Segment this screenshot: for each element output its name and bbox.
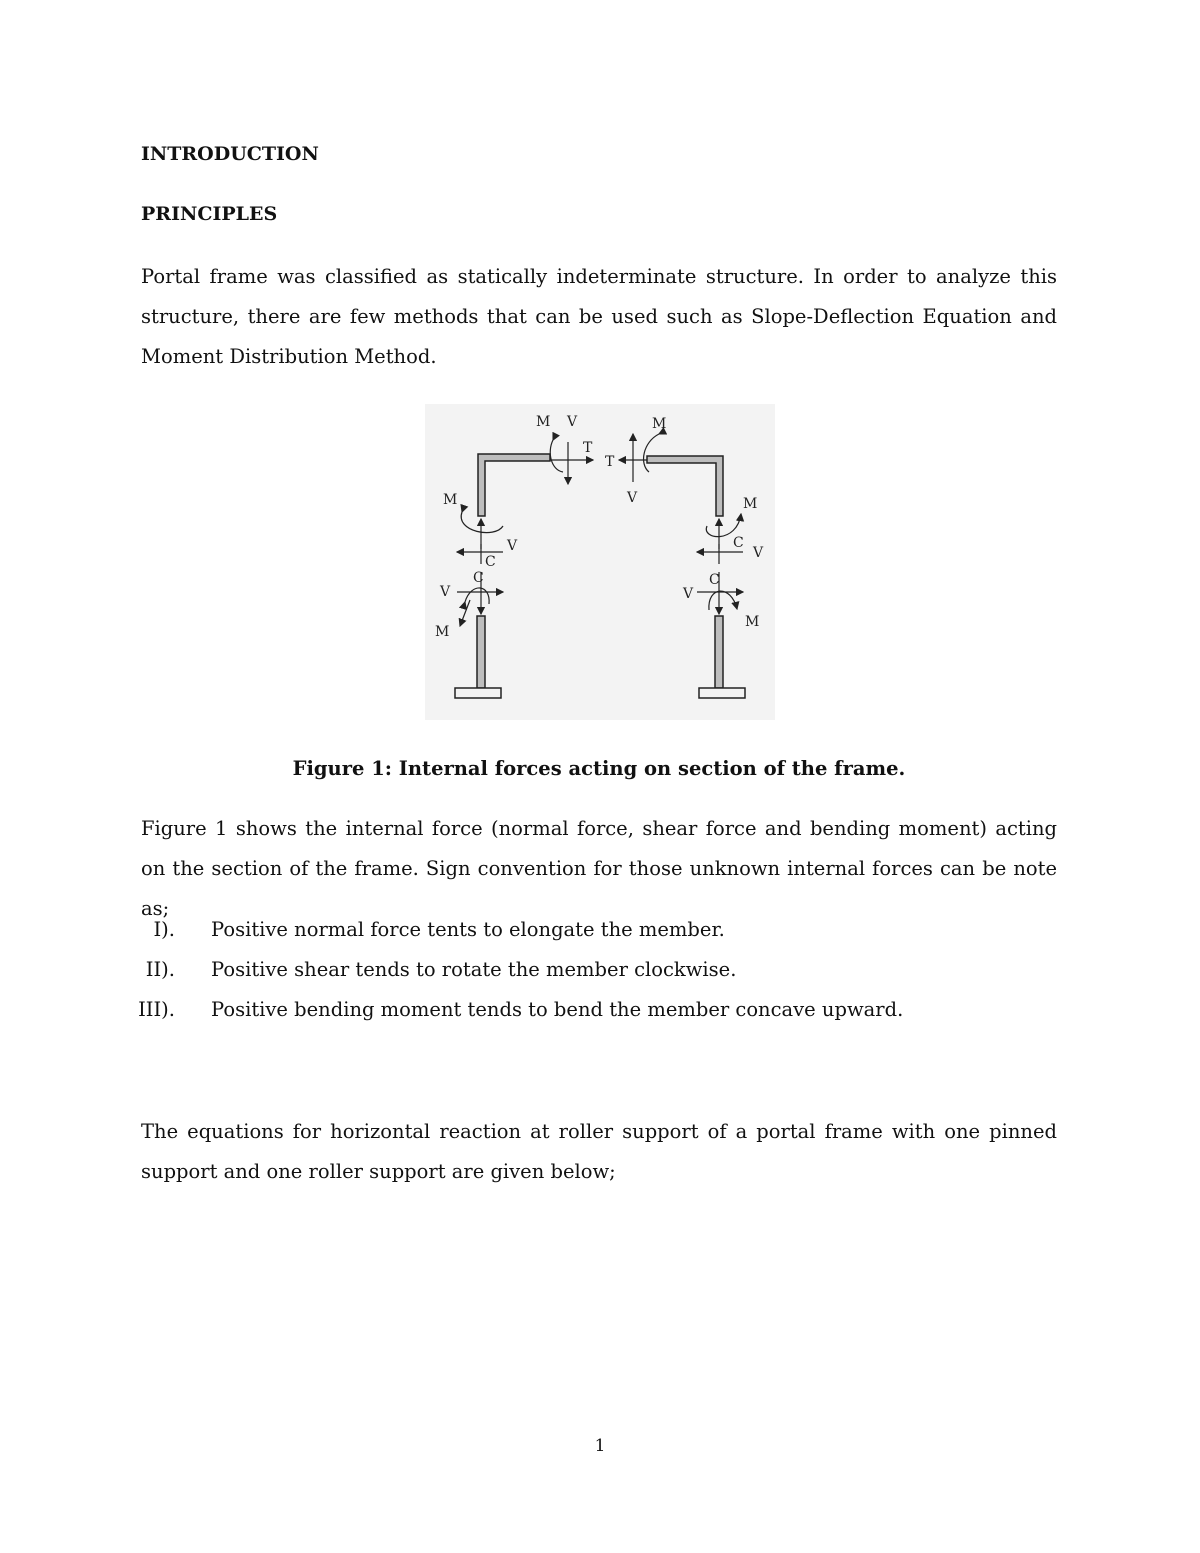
- label-m-left-top: M: [536, 414, 551, 430]
- label-t-left-top: T: [583, 440, 593, 456]
- heading-principles: PRINCIPLES: [141, 203, 278, 225]
- label-m-right-mid: M: [743, 496, 758, 512]
- paragraph-intro: Portal frame was classified as statically indeterminate structure. In order to analyze this structure, there are few methods that can be used such as Slope-Deflection Equation and Moment Distribution Method.: [141, 265, 1057, 368]
- list-item: [141, 950, 1057, 990]
- figure-caption: Figure 1: Internal forces acting on section of the frame.: [292, 757, 906, 780]
- list-item: [138, 990, 1057, 1030]
- list-item-text: Positive bending moment tends to bend the member concave upward.: [211, 998, 904, 1021]
- label-m-right-top: M: [652, 416, 667, 432]
- label-v-right-mid: V: [753, 545, 764, 561]
- label-v-left-low: V: [440, 584, 451, 600]
- label-c-left-low: C: [473, 570, 484, 586]
- figure-internal-forces: [425, 404, 775, 720]
- label-c-right-mid: C: [733, 535, 744, 551]
- label-v-right-low: V: [683, 586, 694, 602]
- label-m-left-low: M: [435, 624, 450, 640]
- frame-diagram: [425, 404, 775, 720]
- label-c-right-low: C: [709, 572, 720, 588]
- list-item-number: II).: [145, 958, 175, 981]
- list-item-number: III).: [138, 998, 175, 1021]
- label-c-left-mid: C: [485, 554, 496, 570]
- page-number: 1: [594, 1436, 606, 1456]
- label-t-right-top: T: [605, 454, 615, 470]
- label-v-left-mid: V: [507, 538, 518, 554]
- list-item-number: I).: [153, 918, 175, 941]
- list-item-text: Positive shear tends to rotate the member clockwise.: [211, 958, 737, 981]
- heading-introduction: INTRODUCTION: [141, 143, 319, 165]
- sign-convention-list: [138, 910, 1057, 1030]
- label-v-left-top: V: [567, 414, 578, 430]
- label-m-left-mid: M: [443, 492, 458, 508]
- paragraph-equations-intro: The equations for horizontal reaction at roller support of a portal frame with one pinned support and one roller support are given below;: [141, 1120, 1057, 1183]
- list-item-text: Positive normal force tents to elongate the member.: [211, 918, 725, 941]
- list-item: [141, 910, 1057, 950]
- paragraph-figure-description: Figure 1 shows the internal force (normal force, shear force and bending moment) acting on the section of the frame. Sign convention for those unknown internal forces can be note as;: [141, 817, 1057, 920]
- label-m-right-low: M: [745, 614, 760, 630]
- label-v-right-top: V: [627, 490, 638, 506]
